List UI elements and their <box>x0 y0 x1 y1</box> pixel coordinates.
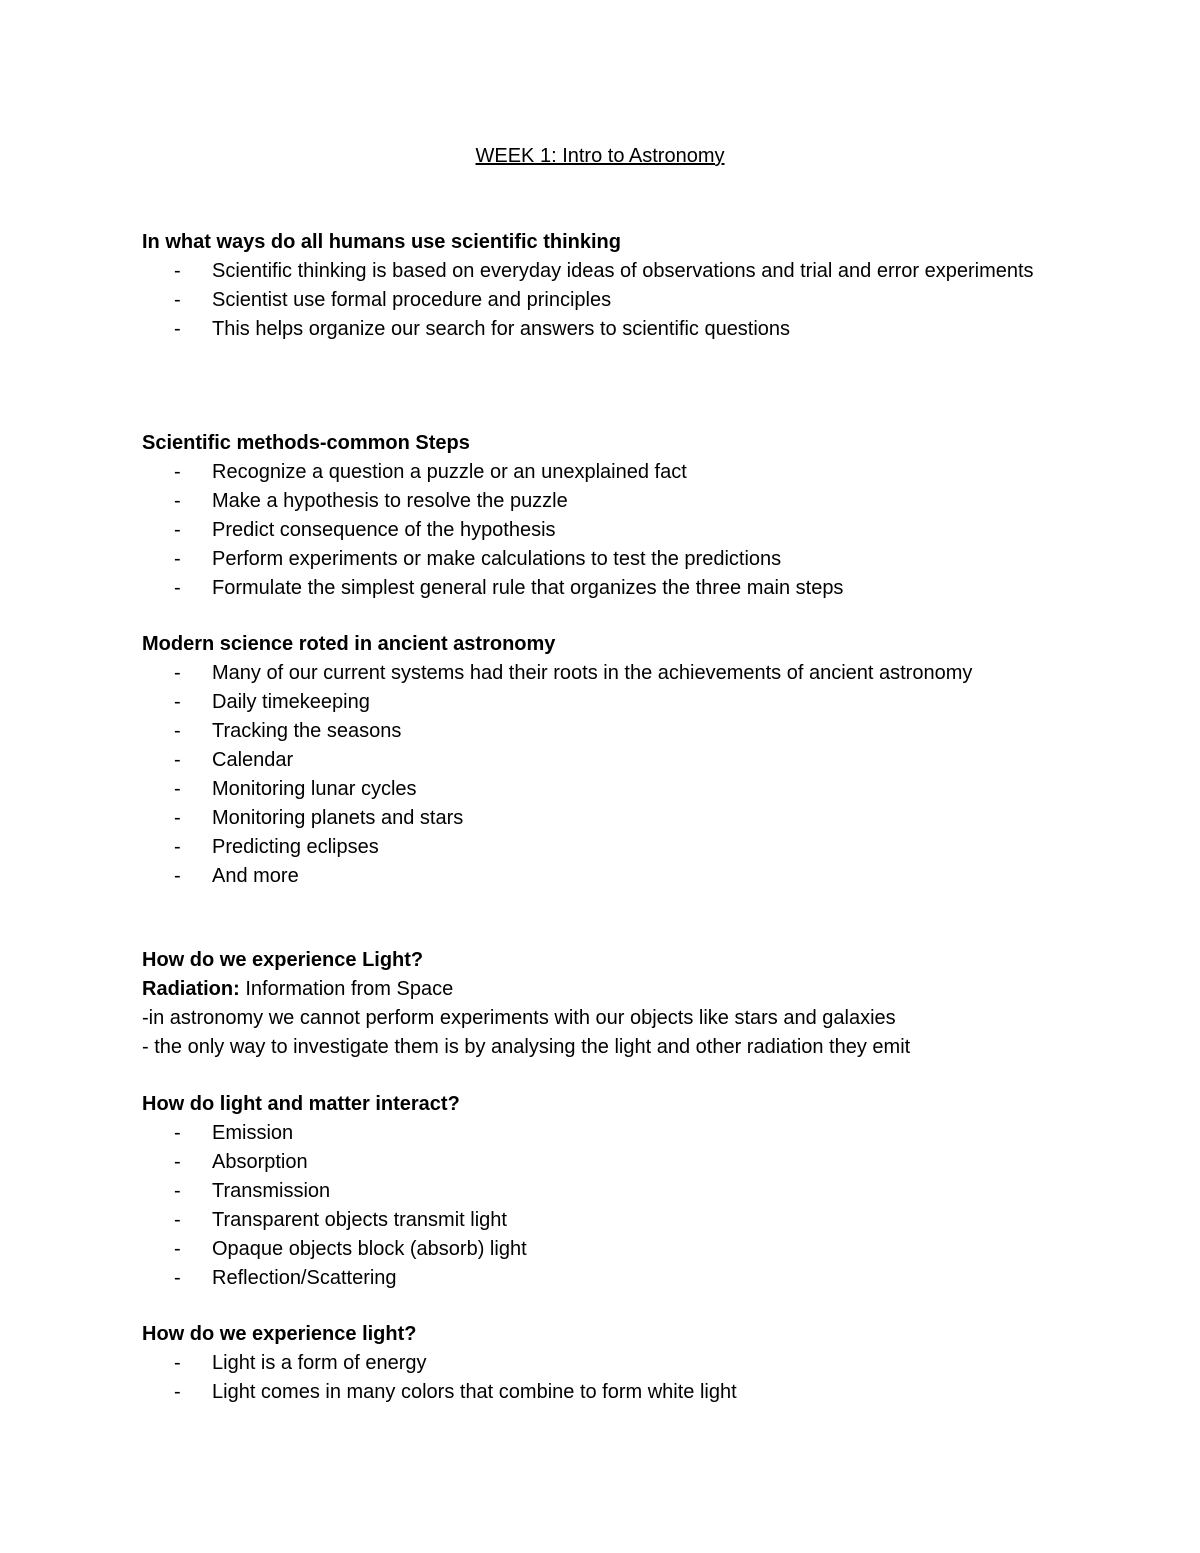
bullet-list <box>142 1349 1112 1407</box>
document-title: WEEK 1: Intro to Astronomy <box>475 145 725 167</box>
dash-bullet: - <box>174 778 181 800</box>
dash-bullet: - <box>174 720 181 742</box>
list-item: - Predict consequence of the hypothesis <box>142 516 1112 545</box>
bullet-list <box>142 257 1112 344</box>
list-item: - Scientific thinking is based on everyday ideas of observations and trial and error experiments <box>142 257 1112 286</box>
section-heading: In what ways do all humans use scientific thinking <box>142 231 621 253</box>
list-item: - Emission <box>142 1119 1112 1148</box>
dash-bullet: - <box>174 1180 181 1202</box>
dash-bullet: - <box>174 662 181 684</box>
paragraph-line: -in astronomy we cannot perform experiments with our objects like stars and galaxies <box>142 1007 896 1029</box>
dash-bullet: - <box>174 548 181 570</box>
list-item: - Transparent objects transmit light <box>142 1206 1112 1235</box>
section-ancient-astronomy <box>142 630 1112 891</box>
section-heading: How do we experience Light? <box>142 949 424 971</box>
dash-bullet: - <box>174 519 181 541</box>
radiation-text: Information from Space <box>239 978 454 1000</box>
list-item: - Light comes in many colors that combine to form white light <box>142 1378 1112 1407</box>
list-item: - Tracking the seasons <box>142 717 1112 746</box>
list-item: - And more <box>142 862 1112 891</box>
section-scientific-methods <box>142 429 1112 603</box>
radiation-line <box>142 975 910 1004</box>
section-heading: How do we experience light? <box>142 1323 417 1345</box>
list-item: - Monitoring lunar cycles <box>142 775 1112 804</box>
section-heading: How do light and matter interact? <box>142 1093 460 1115</box>
section-light-matter <box>142 1090 1112 1293</box>
list-item: - Calendar <box>142 746 1112 775</box>
dash-bullet: - <box>174 1267 181 1289</box>
list-item: - Recognize a question a puzzle or an unexplained fact <box>142 458 1112 487</box>
dash-bullet: - <box>174 490 181 512</box>
dash-bullet: - <box>174 318 181 340</box>
dash-bullet: - <box>174 807 181 829</box>
dash-bullet: - <box>174 577 181 599</box>
dash-bullet: - <box>174 260 181 282</box>
list-item: - Scientist use formal procedure and principles <box>142 286 1112 315</box>
list-item: - Many of our current systems had their roots in the achievements of ancient astronomy <box>142 659 1112 688</box>
dash-bullet: - <box>174 1352 181 1374</box>
list-item: - Perform experiments or make calculations to test the predictions <box>142 545 1112 574</box>
section-heading: Modern science roted in ancient astronomy <box>142 633 556 655</box>
paragraph-line: - the only way to investigate them is by analysing the light and other radiation they emit <box>142 1036 911 1058</box>
section-heading: Scientific methods-common Steps <box>142 432 470 454</box>
dash-bullet: - <box>174 289 181 311</box>
list-item: - Transmission <box>142 1177 1112 1206</box>
section-experience-light <box>142 946 910 1062</box>
dash-bullet: - <box>174 1238 181 1260</box>
bullet-list <box>142 458 1112 603</box>
dash-bullet: - <box>174 836 181 858</box>
dash-bullet: - <box>174 865 181 887</box>
bullet-list <box>142 659 1112 891</box>
list-item: - Monitoring planets and stars <box>142 804 1112 833</box>
dash-bullet: - <box>174 1209 181 1231</box>
list-item: - Absorption <box>142 1148 1112 1177</box>
list-item: - Daily timekeeping <box>142 688 1112 717</box>
dash-bullet: - <box>174 1122 181 1144</box>
list-item: - Formulate the simplest general rule that organizes the three main steps <box>142 574 1112 603</box>
dash-bullet: - <box>174 749 181 771</box>
list-item: - Make a hypothesis to resolve the puzzle <box>142 487 1112 516</box>
list-item: - Opaque objects block (absorb) light <box>142 1235 1112 1264</box>
dash-bullet: - <box>174 1151 181 1173</box>
radiation-label: Radiation: <box>142 978 240 1000</box>
bullet-list <box>142 1119 1112 1293</box>
section-light-energy <box>142 1320 1112 1407</box>
list-item: - Light is a form of energy <box>142 1349 1112 1378</box>
section-scientific-thinking <box>142 228 1112 344</box>
list-item: - Reflection/Scattering <box>142 1264 1112 1293</box>
dash-bullet: - <box>174 461 181 483</box>
list-item: - This helps organize our search for answers to scientific questions <box>142 315 1112 344</box>
list-item: - Predicting eclipses <box>142 833 1112 862</box>
dash-bullet: - <box>174 1381 181 1403</box>
dash-bullet: - <box>174 691 181 713</box>
